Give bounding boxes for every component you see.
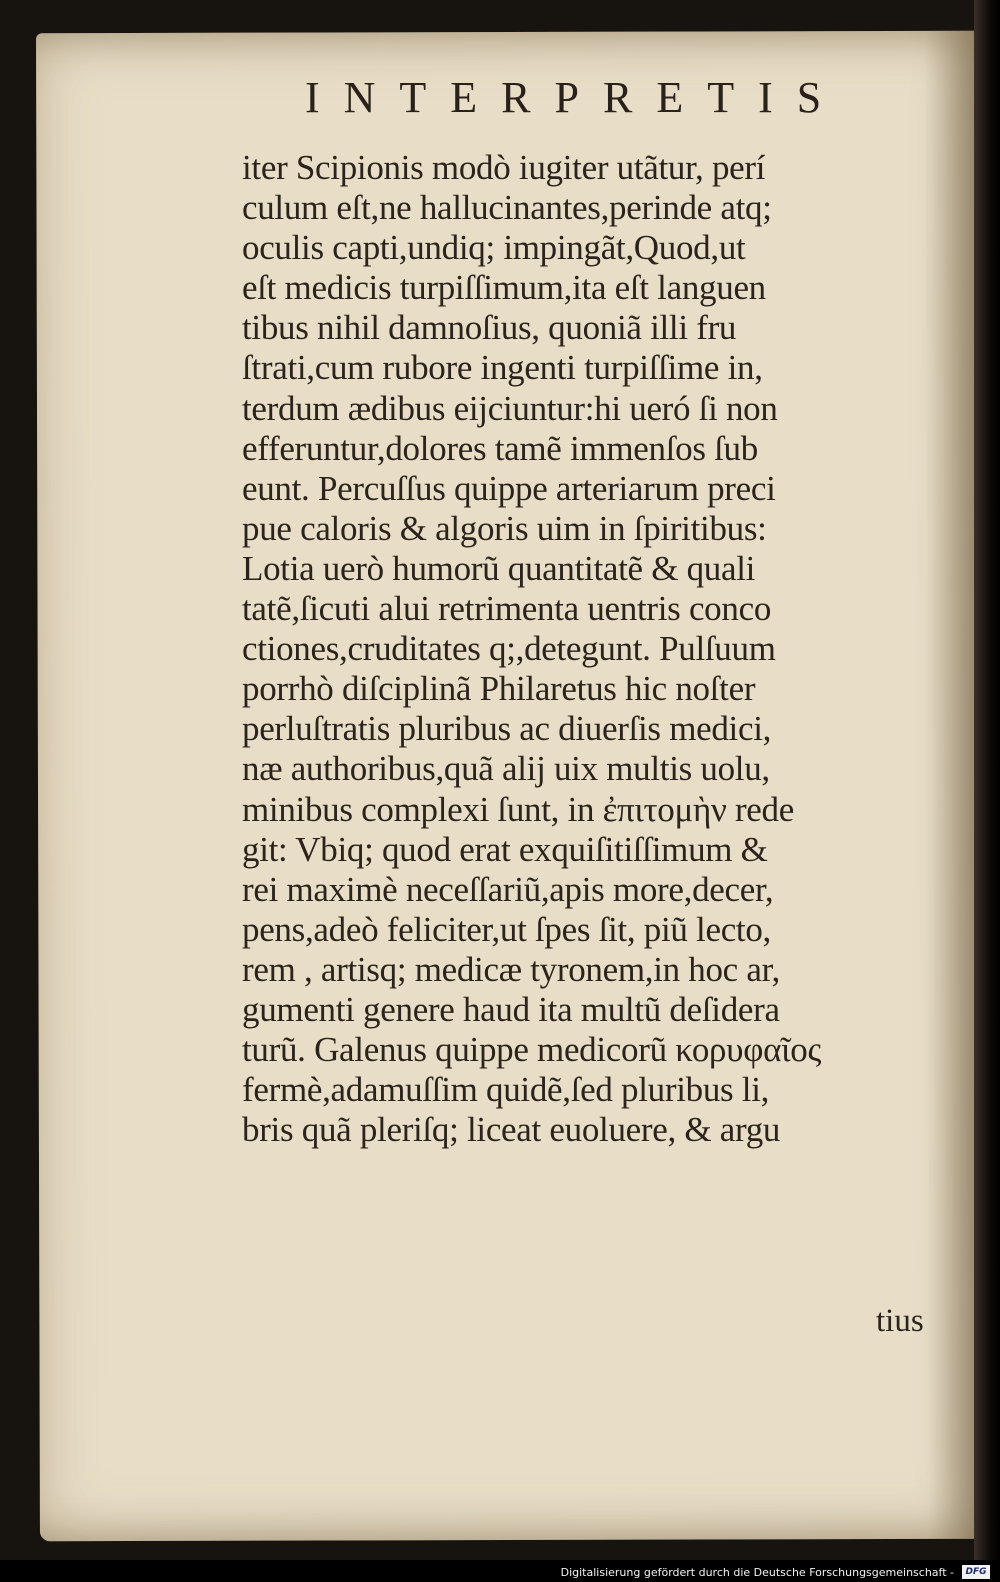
book-spine [974,0,1000,1582]
footer-bar [0,1560,1000,1582]
text-line: git: Vbiq; quod erat exquiſitiſſimum & [242,829,768,869]
text-line: pens,adeò feliciter,ut ſpes ſit, piũ lecto, [242,909,772,949]
text-line: Lotia uerò humorũ quantitatẽ & quali [242,548,756,588]
dfg-logo: DFG [962,1565,990,1579]
text-line: bris quã pleriſq; liceat euoluere, & argu [242,1110,781,1150]
text-line: efferuntur,dolores tamẽ immenſos ſub [242,428,758,468]
text-line: rei maximè neceſſariũ,apis more,decer, [242,869,774,909]
text-line: perluſtratis pluribus ac diuerſis medici, [242,709,772,749]
running-head: INTERPRETIS [305,73,846,122]
text-line: eſt medicis turpiſſimum,ita eſt languen [242,268,766,308]
text-line: iter Scipionis modò iugiter utãtur, perí [242,148,766,187]
text-line: ſtrati,cum rubore ingenti turpiſſime in, [242,348,763,388]
text-line: minibus complexi ſunt, in ἐπιτομὴν rede [242,789,794,829]
text-line: pue caloris & algoris uim in ſpiritibus: [242,508,767,548]
text-block [242,148,942,1150]
text-line: turũ. Galenus quippe medicorũ κορυφαῖος [242,1030,822,1070]
text-line: ctiones,cruditates q;,detegunt. Pulſuum [242,629,776,669]
text-line: fermè,adamuſſim quidẽ,ſed pluribus li, [242,1070,770,1110]
text-line: terdum ædibus eijciuntur:hi ueró ſi non [242,388,778,428]
text-line: oculis capti,undiq; impingãt,Quod,ut [242,228,746,268]
text-line: næ authoribus,quã alij uix multis uolu, [242,749,770,789]
text-line: porrhò diſciplinã Philaretus hic noſter [242,669,756,709]
funding-credit: Digitalisierung gefördert durch die Deutsche Forschungsgemeinschaft - [560,1566,954,1579]
catchword: tius [876,1303,924,1339]
text-line: culum eſt,ne hallucinantes,perinde atq; [242,188,772,228]
text-line: gumenti genere haud ita multũ deſidera [242,989,780,1029]
text-line: rem , artisq; medicæ tyronem,in hoc ar, [242,949,780,989]
text-line: eunt. Percuſſus quippe arteriarum preci [242,468,776,508]
text-line: tibus nihil damnoſius, quoniã illi fru [242,308,737,348]
text-line: tatẽ,ſicuti alui retrimenta uentris conco [242,589,772,629]
